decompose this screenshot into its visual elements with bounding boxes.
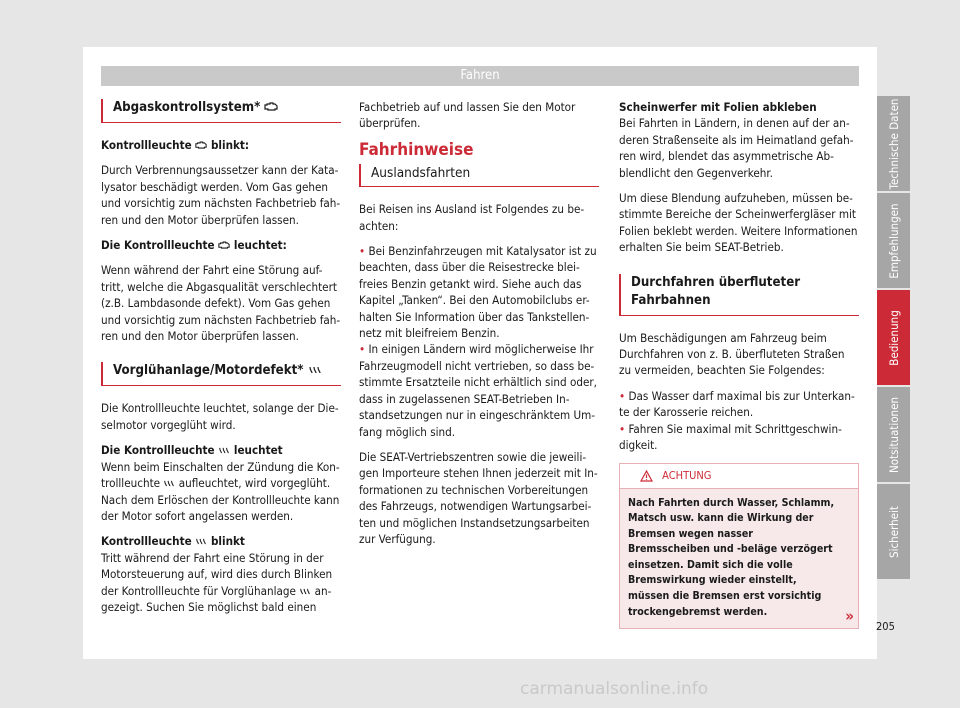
engine-warning-icon <box>264 102 278 112</box>
list-item <box>359 341 599 439</box>
subheading-leuchtet-2 <box>101 442 341 458</box>
tab-label: Bedienung <box>886 309 901 366</box>
tab-empfehlungen[interactable] <box>877 193 910 288</box>
warning-title: ACHTUNG <box>662 468 712 482</box>
bullet-icon: • <box>619 388 629 403</box>
paragraph <box>101 459 341 525</box>
paragraph: Die SEAT-Vertriebszentren sowie die jeweili-gen Importeure stehen Ihnen jederzeit mit In-formationen zu technischen Vorbereitungen des Fahrzeugs, notwendigen Wartungsarbei-ten und möglichen Instandsetzungsarbeiten zur Verfügung. <box>359 449 598 546</box>
subheading-text: Die Kontrollleuchte <box>101 443 215 458</box>
glow-plug-icon <box>163 479 175 488</box>
subheading-suffix: leuchtet: <box>233 238 287 253</box>
text-part: an-gezeigt. Suchen Sie möglichst bald einen <box>101 583 332 614</box>
paragraph: Um Beschädigungen am Fahrzeug beim Durchfahren von z. B. überfluteten Straßen zu vermeiden, beachten Sie Folgendes: <box>619 330 845 378</box>
main-title: Fahrhinweise <box>359 139 474 160</box>
glow-plug-icon <box>218 446 230 455</box>
subheading-blinkt-2 <box>101 533 341 549</box>
tab-sicherheit[interactable] <box>877 484 910 579</box>
tab-label: Notsituationen <box>886 396 901 473</box>
engine-warning-icon <box>218 241 230 250</box>
manual-page <box>83 47 877 659</box>
subheading-suffix: blinkt: <box>210 138 250 152</box>
text-part: Wenn beim Einschalten der Zündung die Kon-trollleuchte <box>101 459 340 491</box>
glow-plug-icon <box>195 537 207 546</box>
bullet-icon: • <box>619 421 629 436</box>
heading-text: Abgaskontrollsystem* <box>113 100 261 115</box>
list-item <box>619 388 859 421</box>
tab-label: Sicherheit <box>886 505 901 558</box>
list-item-text: In einigen Ländern wird möglicherweise Ihr Fahrzeugmodell nicht vertrieben, so dass be-stimmte Ersatzteile nicht erhältlich sind oder, dass in zugelassenen SEAT-Betrieben In-standsetzungen nur in eingeschränktem Um-fang möglich sind. <box>359 342 597 439</box>
column-3 <box>619 99 859 629</box>
tab-technische-daten[interactable] <box>877 96 910 191</box>
paragraph: Wenn während der Fahrt eine Störung auf-tritt, welche die Abgasqualität verschlechtert (z.B. Lambdasonde defekt). Vom Gas gehen und vorsichtig zum nächsten Fachbetrieb fah-ren und den Motor überprüfen lassen. <box>101 263 341 344</box>
heading-durchfahren: Durchfahren überfluteter Fahrbahnen <box>619 274 859 316</box>
subheading-text: Kontrollleuchte <box>101 534 192 549</box>
warning-triangle-icon <box>640 470 653 482</box>
list-item-text: Fahren Sie maximal mit Schrittgeschwin-digkeit. <box>619 421 842 453</box>
glow-plug-icon <box>308 365 322 375</box>
subheading-folien: Scheinwerfer mit Folien abkleben <box>619 100 817 114</box>
heading-vorgluehanlage <box>101 362 341 386</box>
tab-bedienung[interactable] <box>877 290 910 385</box>
page-number: 205 <box>876 620 895 633</box>
list-item <box>359 243 599 341</box>
paragraph: Bei Fahrten in Ländern, in denen auf der an-deren Straßenseite als im Heimatland gefah-ren wird, blendet das asymmetrische Ab-blendlicht den Gegenverkehr. <box>619 116 854 180</box>
warning-body <box>620 489 858 629</box>
tab-label: Technische Daten <box>886 98 901 189</box>
warning-text: Nach Fahrten durch Wasser, Schlamm, Matsch usw. kann die Wirkung der Bremsen wegen nasser Bremsscheiben und -beläge verzögert einsetzen. Damit sich die volle Bremswirkung wieder einstellt, müssen die Bremsen erst vorsichtig trockengebremst werden. <box>628 496 835 618</box>
text-part: Tritt während der Fahrt eine Störung in der Motorsteuerung auf, wird dies durch Blinken der Kontrollleuchte für Vorglühanlage <box>101 550 333 598</box>
bullet-icon: • <box>359 342 369 357</box>
subheading-text: Kontrollleuchte <box>101 138 192 152</box>
paragraph: Fachbetrieb auf und lassen Sie den Motor überprüfen. <box>359 100 576 131</box>
subheading-leuchtet <box>101 237 341 253</box>
subheading-blinkt <box>101 137 341 153</box>
paragraph: Durch Verbrennungsaussetzer kann der Kata-lysator beschädigt werden. Vom Gas gehen und vorsichtig zum nächsten Fachbetrieb fah-ren und den Motor überprüfen lassen. <box>101 163 341 227</box>
column-2 <box>359 99 599 556</box>
list-item-text: Bei Benzinfahrzeugen mit Katalysator ist zu beachten, dass über die Reisestrecke blei-freies Benzin getankt wird. Siehe auch das Kapitel „Tanken“. Bei den Automobilclubs er-halten Sie Information über das Tankstellen-netz mit bleifreiem Benzin. <box>359 244 597 341</box>
tab-label: Empfehlungen <box>886 202 901 279</box>
subtitle-auslandsfahrten: Auslandsfahrten <box>359 164 599 187</box>
heading-text: Vorglühanlage/Motordefekt* <box>113 363 304 379</box>
engine-warning-icon <box>195 141 207 150</box>
subheading-suffix: blinkt <box>210 534 245 549</box>
warning-header <box>620 464 858 489</box>
glow-plug-icon <box>299 587 311 596</box>
list-item-text: Das Wasser darf maximal bis zur Unterkan-te der Karosserie reichen. <box>619 388 855 420</box>
subheading-suffix: leuchtet <box>233 443 283 458</box>
subheading-text: Die Kontrollleuchte <box>101 238 215 253</box>
paragraph <box>101 550 341 616</box>
paragraph: Bei Reisen ins Ausland ist Folgendes zu be-achten: <box>359 202 585 233</box>
section-header: Fahren <box>101 66 859 86</box>
paragraph: Die Kontrollleuchte leuchtet, solange der Die-selmotor vorgeglüht wird. <box>101 401 339 432</box>
continue-icon: » <box>845 606 854 625</box>
warning-box <box>619 463 859 630</box>
tab-notsituationen[interactable] <box>877 387 910 482</box>
watermark: carmanualsonline.info <box>520 679 709 699</box>
text-part: aufleuchtet, wird vorgeglüht. Nach dem Erlöschen der Kontrollleuchte kann der Motor sofort angelassen werden. <box>101 476 340 523</box>
bullet-icon: • <box>359 244 369 259</box>
heading-abgaskontrollsystem <box>101 99 341 123</box>
paragraph: Um diese Blendung aufzuheben, müssen be-stimmte Bereiche der Scheinwerfergläser mit Folien beklebt werden. Weitere Informationen erhalten Sie beim SEAT-Betrieb. <box>619 191 858 255</box>
list-item <box>619 421 859 454</box>
column-1 <box>101 99 341 624</box>
